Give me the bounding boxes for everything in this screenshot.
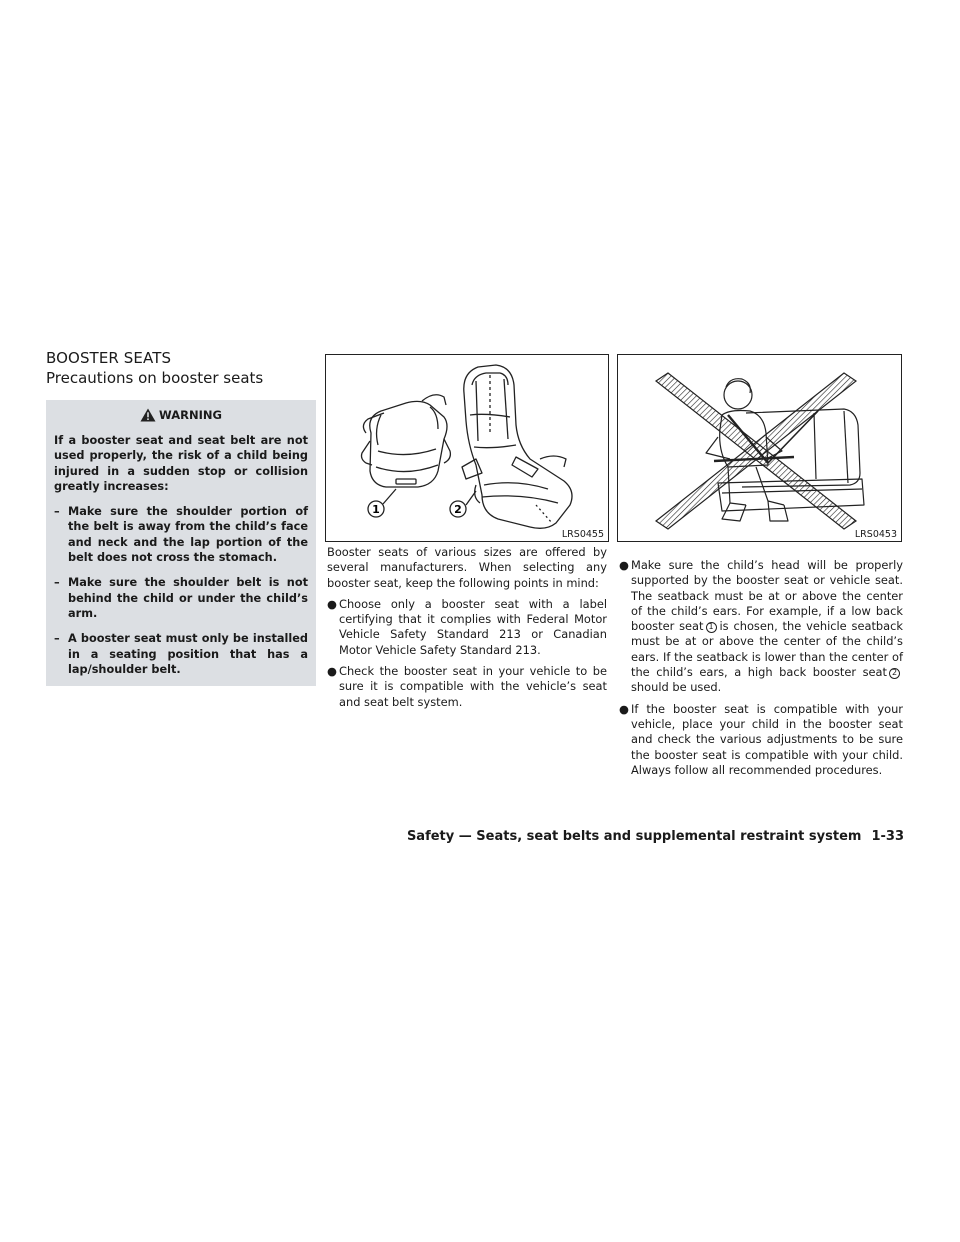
left-column: [46, 349, 316, 686]
page-footer: [404, 829, 904, 844]
dash-marker: –: [54, 505, 60, 519]
booster-intro: Booster seats of various sizes are offered by several manufacturers. When selecting any booster seat, keep the following points in mind:: [327, 545, 607, 590]
bullet-marker: ●: [327, 664, 337, 679]
warning-item: [54, 631, 308, 677]
bullet-item: [619, 702, 903, 778]
bullet-item: [327, 597, 607, 658]
warning-triangle-icon: [140, 408, 156, 422]
warning-intro: If a booster seat and seat belt are not used properly, the risk of a child being injured in a sudden stop or collision greatly increases:: [54, 434, 308, 493]
bullet-item: [327, 664, 607, 710]
bullet-marker: ●: [619, 701, 629, 716]
warning-list: [54, 504, 308, 677]
section-subtitle: Precautions on booster seats: [46, 369, 264, 387]
warning-item: [54, 504, 308, 565]
page-number: 1-33: [871, 829, 904, 844]
figure-code: LRS0455: [561, 529, 604, 540]
section-title: BOOSTER SEATS: [46, 349, 172, 367]
booster-seats-illustration: [326, 355, 610, 543]
right-bullets: [619, 558, 903, 778]
chapter-title: Safety — Seats, seat belts and supplemental restraint system: [406, 829, 862, 844]
bullet-text: is chosen, the vehicle seatback must be at or above the center of the child’s ears. If the seatback is lower than the center of the child’s ears, a high back booster seat: [631, 619, 903, 680]
right-column: [619, 558, 903, 784]
bullet-text: Check the booster seat in your vehicle to be sure it is compatible with the vehicle’s seat and seat belt system.: [339, 664, 607, 709]
warning-item-text: Make sure the shoulder portion of the belt is away from the child’s face and neck and the lap portion of the belt does not cross the stomach.: [68, 505, 308, 565]
warning-header: [54, 408, 308, 422]
dash-marker: –: [54, 576, 60, 590]
warning-item-text: Make sure the shoulder belt is not behind the child or under the child’s arm.: [68, 576, 308, 620]
bullet-text: should be used.: [631, 680, 722, 695]
callout-1: 1: [372, 503, 380, 516]
incorrect-usage-illustration: [618, 355, 903, 543]
warning-label: WARNING: [159, 408, 222, 422]
bullet-marker: ●: [619, 558, 629, 572]
bullet-text: Choose only a booster seat with a label certifying that it complies with Federal Motor Vehicle Safety Standard 213 or Canadian Motor Vehicle Safety Standard 213.: [339, 596, 607, 657]
bullet-item: [619, 558, 903, 696]
bullet-text: Make sure the child’s head will be properly supported by the booster seat or vehicle seat. The seatback must be at or above the center of the child’s ears. For example, if a low back booster seat: [631, 558, 903, 634]
callout-ref-1: 1: [706, 622, 717, 633]
warning-box: [46, 400, 316, 686]
figure-incorrect-usage: [617, 354, 902, 542]
figure-code: LRS0453: [854, 529, 897, 540]
middle-column: [327, 545, 607, 716]
middle-bullets: [327, 597, 607, 710]
callout-ref-2: 2: [889, 668, 900, 679]
figure-booster-seats: [325, 354, 609, 542]
dash-marker: –: [54, 632, 60, 646]
bullet-marker: ●: [327, 596, 337, 611]
warning-item-text: A booster seat must only be installed in a seating position that has a lap/shoulder belt.: [68, 632, 308, 676]
callout-2: 2: [454, 503, 462, 516]
warning-item: [54, 575, 308, 621]
bullet-text: If the booster seat is compatible with your vehicle, place your child in the booster seat and check the various adjustments to be sure the booster seat is compatible with your child. Always follow all recommended procedures.: [631, 701, 903, 777]
